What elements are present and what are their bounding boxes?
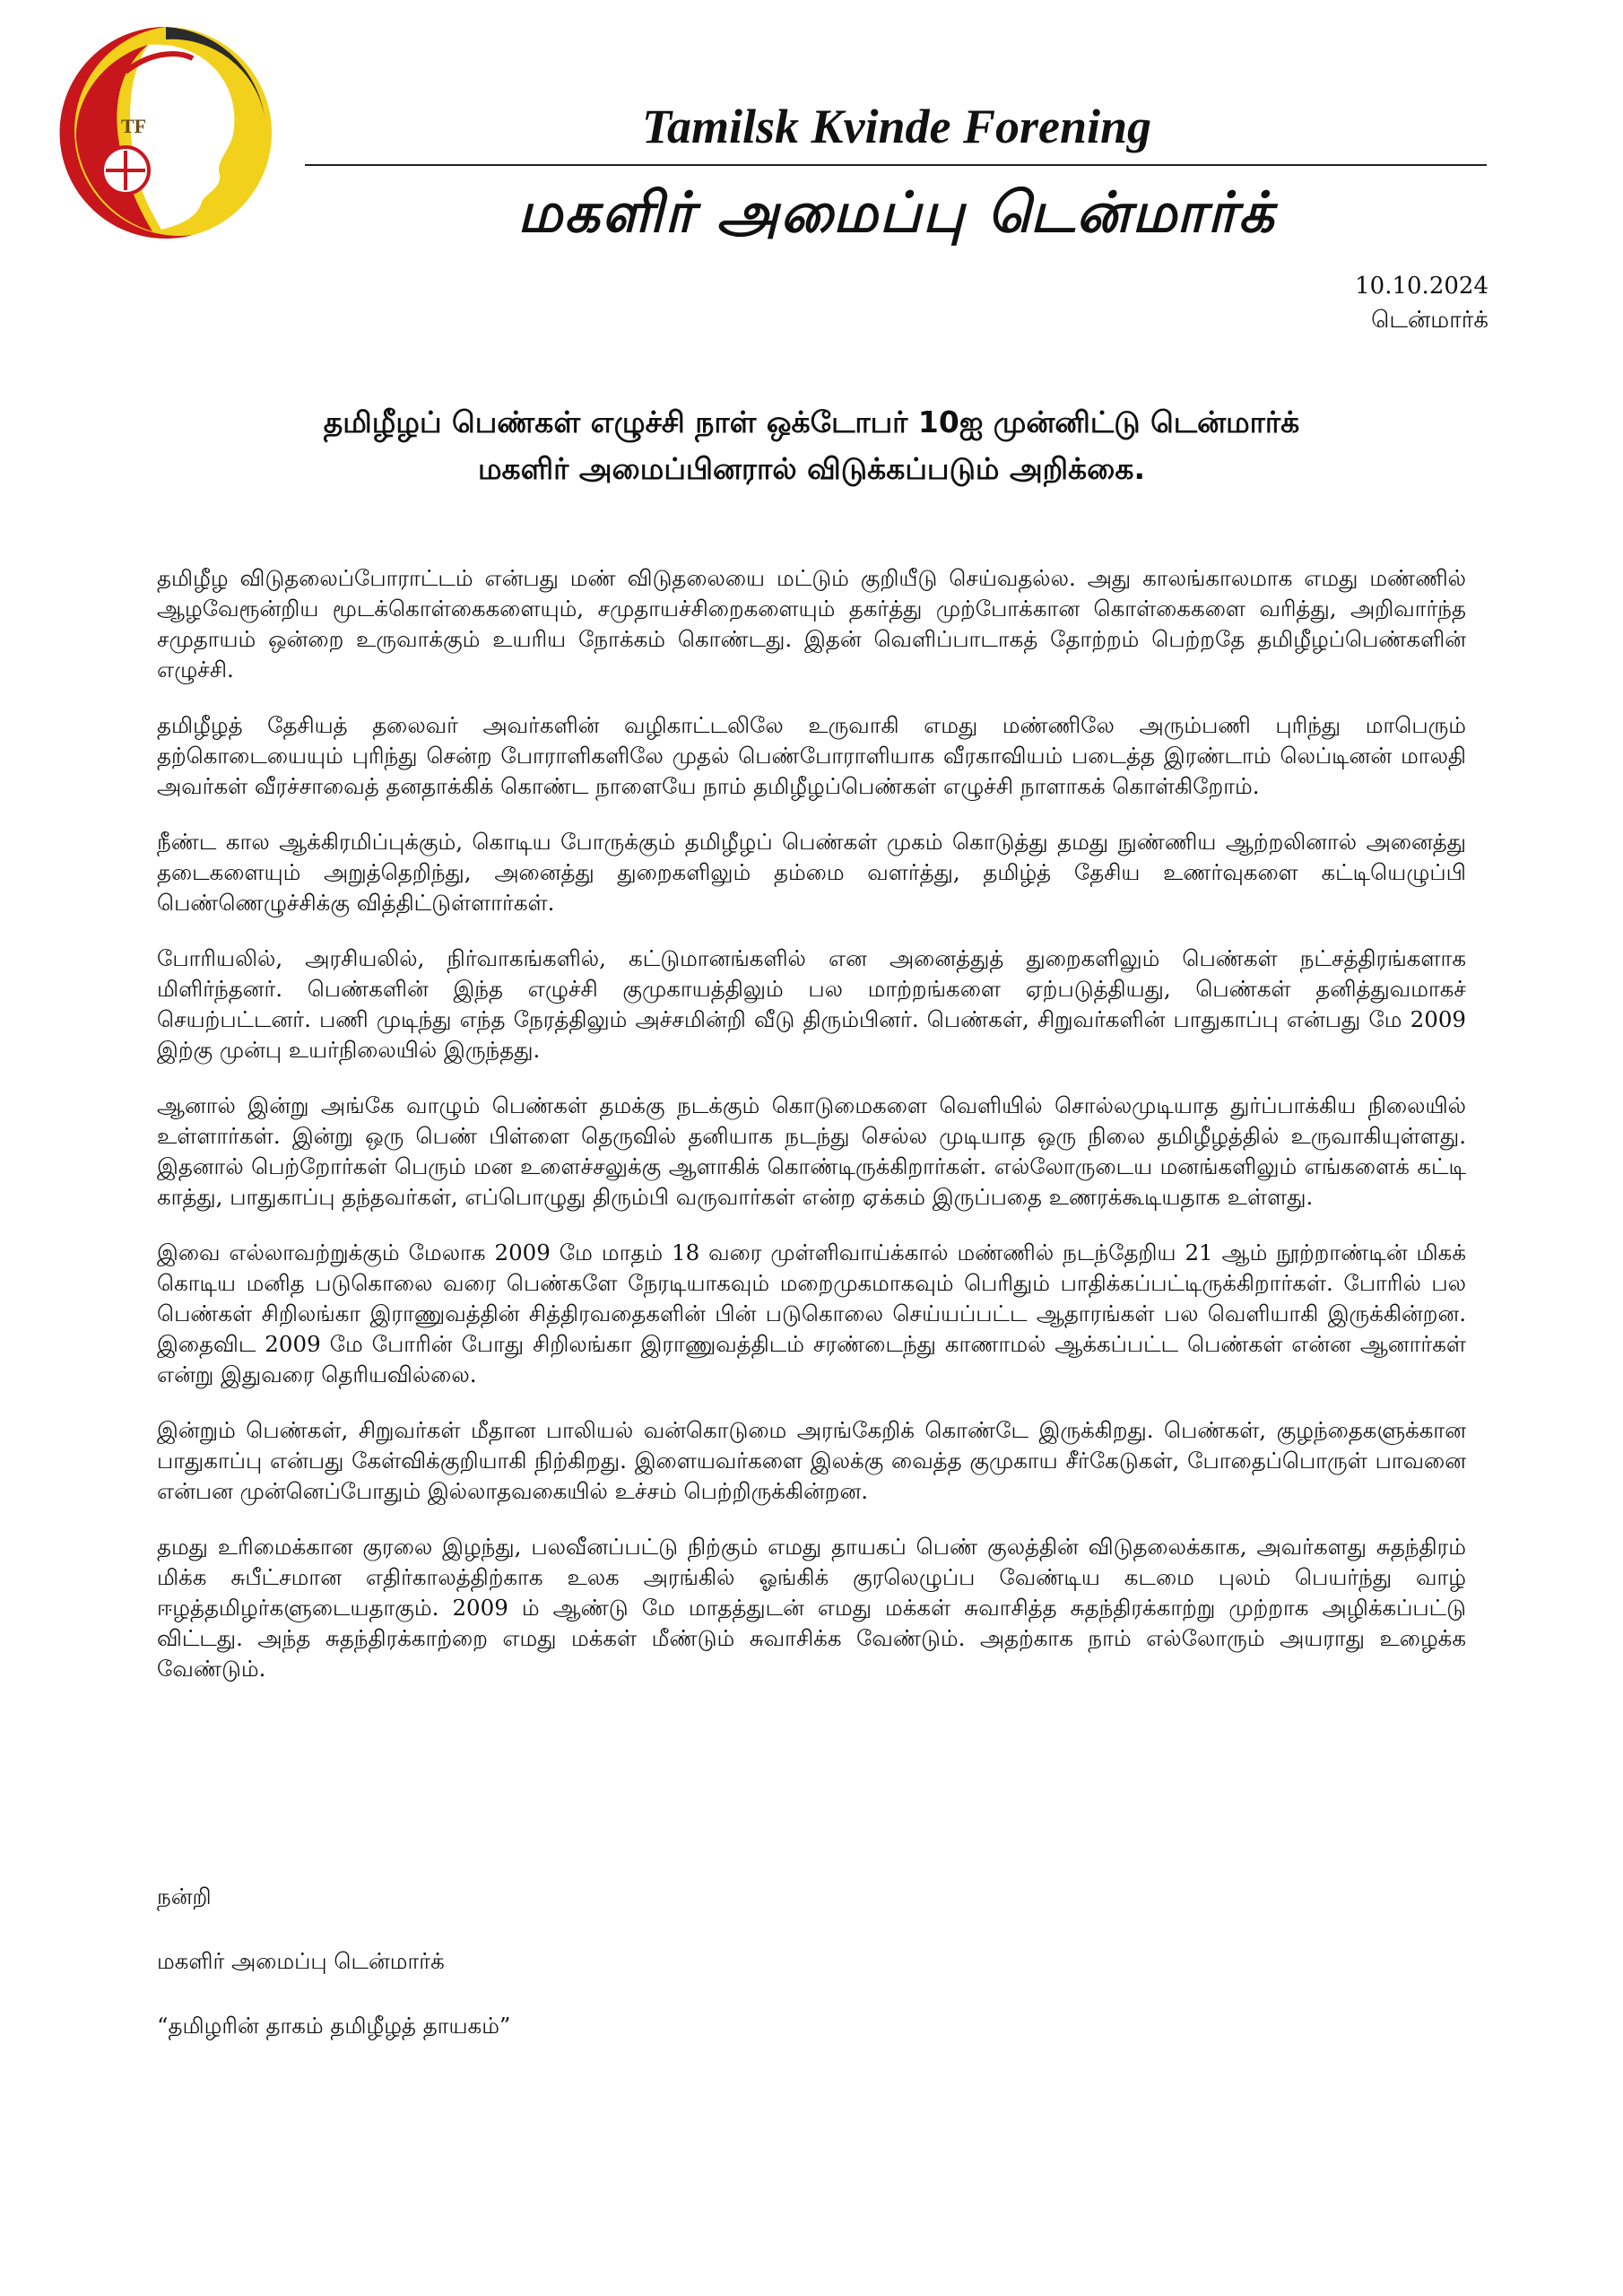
thanks: நன்றி: [157, 1883, 212, 1909]
header-divider: [305, 164, 1487, 166]
paragraph: நீண்ட கால ஆக்கிரமிப்புக்கும், கொடிய போருக்கும் தமிழீழப் பெண்கள் முகம் கொடுத்து தமது நுண்ணிய ஆற்றலினால் அனைத்து தடைகளையும் அறுத்தெறிந்து, அனைத்து துறைகளிலும் தம்மை வளர்த்து, தமிழ்த் தேசிய உணர்வுகளை கட்டியெழுப்பி பெண்ணெழுச்சிக்கு வித்திட்டுள்ளார்கள்.: [157, 829, 1466, 916]
place: டென்மார்க்: [1371, 307, 1488, 334]
paragraph: இவை எல்லாவற்றுக்கும் மேலாக 2009 மே மாதம் 18 வரை முள்ளிவாய்க்கால் மண்ணில் நடந்தேறிய 21 ஆம் நூற்றாண்டின் மிகக் கொடிய மனித படுகொலை வரை பெண்களே நேரடியாகவும் மறைமுகமாகவும் பெரிதும் பாதிக்கப்பட்டிருக்கிறார்கள். போரில் பல பெண்கள் சிறிலங்கா இராணுவத்தின் சித்திரவதைகளின் பின் படுகொலை செய்யப்பட்ட ஆதாரங்கள் பல வெளியாகி இருக்கின்றன. இதைவிட 2009 மே போரின் போது சிறிலங்கா இராணுவத்திடம் சரண்டைந்து காணாமல் ஆக்கப்பட்ட பெண்கள் என்ன ஆனார்கள் என்று இதுவரை தெரியவில்லை.: [157, 1239, 1466, 1387]
svg-text:TF: TF: [121, 115, 147, 137]
title-line-2: மகளிர் அமைப்பினரால் விடுக்கப்படும் அறிக்கை.: [477, 451, 1146, 486]
org-name-english: Tamilsk Kvinde Forening: [641, 100, 1152, 153]
paragraph: ஆனால் இன்று அங்கே வாழும் பெண்கள் தமக்கு நடக்கும் கொடுமைகளை வெளியில் சொல்லமுடியாத துர்ப்பாக்கிய நிலையில் உள்ளார்கள். இன்று ஒரு பெண் பிள்ளை தெருவில் தனியாக நடந்து செல்ல முடியாத ஒரு நிலை தமிழீழத்தில் உருவாகியுள்ளது. இதனால் பெற்றோர்கள் பெரும் மன உளைச்சலுக்கு ஆளாகிக் கொண்டிருக்கிறார்கள். எல்லோருடைய மனங்களிலும் எங்களைக் கட்டி காத்து, பாதுகாப்பு தந்தவர்கள், எப்பொழுது திரும்பி வருவார்கள் என்ற ஏக்கம் இருப்பதை உணரக்கூடியதாக உள்ளது.: [157, 1092, 1466, 1210]
paragraph: தமிழீழத் தேசியத் தலைவர் அவர்களின் வழிகாட்டலிலே உருவாகி எமது மண்ணிலே அரும்பணி புரிந்து மாபெரும் தற்கொடையையும் புரிந்து சென்ற போராளிகளிலே முதல் பெண்போராளியாக வீரகாவியம் படைத்த இரண்டாம் லெப்டினன் மாலதி அவர்கள் வீரச்சாவைத் தனதாக்கிக் கொண்ட நாளையே நாம் தமிழீழப்பெண்கள் எழுச்சி நாளாகக் கொள்கிறோம்.: [157, 712, 1466, 799]
organization-logo: [49, 18, 278, 247]
title-line-1: தமிழீழப் பெண்கள் எழுச்சி நாள் ஒக்டோபர் 10ஐ முன்னிட்டு டென்மார்க்: [323, 404, 1300, 439]
paragraph: தமிழீழ விடுதலைப்போராட்டம் என்பது மண் விடுதலையை மட்டும் குறியீடு செய்வதல்ல. அது காலங்காலமாக எமது மண்ணில் ஆழவேரூன்றிய மூடக்கொள்கைகளையும், சமுதாயச்சிறைகளையும் தகர்த்து முற்போக்கான கொள்கைகளை வரித்து, அறிவார்ந்த சமுதாயம் ஒன்றை உருவாக்கும் உயரிய நோக்கம் கொண்டது. இதன் வெளிப்பாடாகத் தோற்றம் பெற்றதே தமிழீழப்பெண்களின் எழுச்சி.: [157, 565, 1466, 683]
org-name-tamil: மகளிர் அமைப்பு டென்மார்க்: [517, 179, 1276, 245]
signature: மகளிர் அமைப்பு டென்மார்க்: [157, 1948, 445, 1974]
woman-profile-logo-icon: [49, 18, 278, 247]
paragraph: தமது உரிமைக்கான குரலை இழந்து, பலவீனப்பட்டு நிற்கும் எமது தாயகப் பெண் குலத்தின் விடுதலைக்காக, அவர்களது சுதந்திரம் மிக்க சுபீட்சமான எதிர்காலத்திற்காக உலக அரங்கில் ஓங்கிக் குரலெழுப்ப வேண்டிய கடமை புலம் பெயர்ந்து வாழ் ஈழத்தமிழர்களுடையதாகும். 2009 ம் ஆண்டு மே மாதத்துடன் எமது மக்கள் சுவாசித்த சுதந்திரக்காற்று முற்றாக அழிக்கப்பட்டு விட்டது. அந்த சுதந்திரக்காற்றை எமது மக்கள் மீண்டும் சுவாசிக்க வேண்டும். அதற்காக நாம் எல்லோரும் அயராது உழைக்க வேண்டும்.: [157, 1534, 1466, 1682]
date-block: [1355, 269, 1488, 337]
paragraph: இன்றும் பெண்கள், சிறுவர்கள் மீதான பாலியல் வன்கொடுமை அரங்கேறிக் கொண்டே இருக்கிறது. பெண்கள், குழந்தைகளுக்கான பாதுகாப்பு என்பது கேள்விக்குறியாகி நிற்கிறது. இளையவர்களை இலக்கு வைத்த குமுகாய சீர்கேடுகள், போதைப்பொருள் பாவனை என்பன முன்னெப்போதும் இல்லாதவகையில் உச்சம் பெற்றிருக்கின்றன.: [157, 1417, 1466, 1504]
statement-body: [157, 563, 1466, 1709]
statement-title: [157, 399, 1466, 492]
paragraph: போரியலில், அரசியலில், நிர்வாகங்களில், கட்டுமானங்களில் என அனைத்துத் துறைகளிலும் பெண்கள் நட்சத்திரங்களாக மிளிர்ந்தனர். பெண்களின் இந்த எழுச்சி குமுகாயத்திலும் பல மாற்றங்களை ஏற்படுத்தியது, பெண்கள் தனித்துவமாகச் செயற்பட்டனர். பணி முடிந்து எந்த நேரத்திலும் அச்சமின்றி வீடு திரும்பினர். பெண்கள், சிறுவர்களின் பாதுகாப்பு என்பது மே 2009 இற்கு முன்பு உயர்நிலையில் இருந்தது.: [157, 945, 1466, 1063]
closing-block: [157, 1882, 1054, 2075]
slogan: “தமிழரின் தாகம் தமிழீழத் தாயகம்”: [157, 2013, 511, 2039]
date: 10.10.2024: [1355, 273, 1488, 300]
